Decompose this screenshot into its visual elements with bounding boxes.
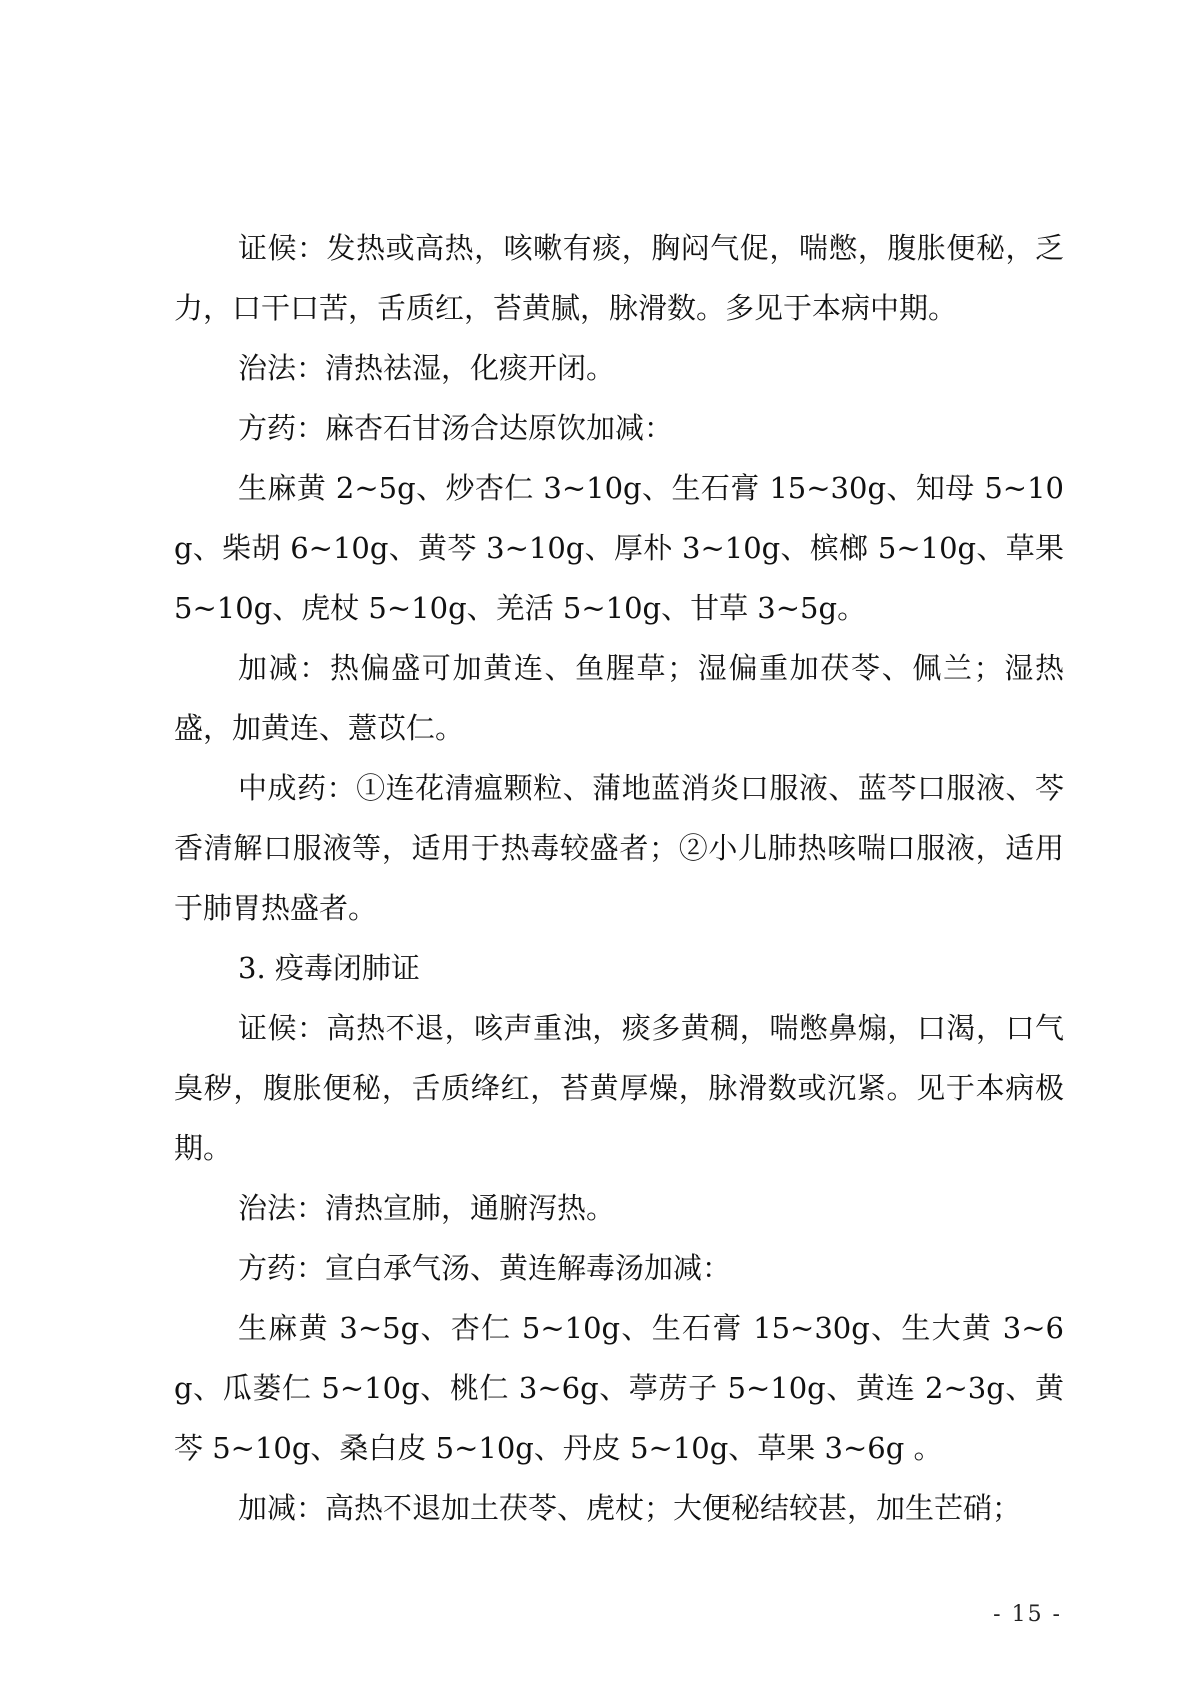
paragraph-symptoms-1: 证候：发热或高热，咳嗽有痰，胸闷气促，喘憋，腹胀便秘，乏力，口干口苦，舌质红，苔黄腻，脉滑数。多见于本病中期。 (174, 231, 1064, 325)
paragraph-herbs-3: 生麻黄 3~5g、杏仁 5~10g、生石膏 15~30g、生大黄 3~6g、瓜蒌仁 5~10g、桃仁 3~6g、葶苈子 5~10g、黄连 2~3g、黄芩 5~10g、桑白皮 5~10g、丹皮 5~10g、草果 3~6g 。 (174, 1311, 1064, 1465)
paragraph-treatment-1: 治法：清热祛湿，化痰开闭。 (238, 351, 616, 385)
paragraph-modifications-3: 加减：高热不退加土茯苓、虎杖；大便秘结较甚，加生芒硝； (238, 1491, 1022, 1525)
paragraph-herbs-1: 生麻黄 2~5g、炒杏仁 3~10g、生石膏 15~30g、知母 5~10g、柴胡 6~10g、黄芩 3~10g、厚朴 3~10g、槟榔 5~10g、草果 5~10g、虎杖 5~10g、羌活 5~10g、甘草 3~5g。 (174, 471, 1064, 625)
paragraph-symptoms-3: 证候：高热不退，咳声重浊，痰多黄稠，喘憋鼻煽，口渴，口气臭秽，腹胀便秘，舌质绛红，苔黄厚燥，脉滑数或沉紧。见于本病极期。 (174, 1011, 1064, 1165)
section-heading-3: 3. 疫毒闭肺证 (238, 951, 420, 985)
paragraph-patent-medicine: 中成药：①连花清瘟颗粒、蒲地蓝消炎口服液、蓝芩口服液、芩香清解口服液等，适用于热毒较盛者；②小儿肺热咳喘口服液，适用于肺胃热盛者。 (174, 771, 1064, 925)
paragraph-prescription-3: 方药：宣白承气汤、黄连解毒汤加减： (238, 1251, 732, 1285)
document-body (174, 218, 1064, 1538)
paragraph-modifications-1: 加减：热偏盛可加黄连、鱼腥草；湿偏重加茯苓、佩兰；湿热 盛，加黄连、薏苡仁。 (174, 651, 1064, 745)
paragraph-treatment-3: 治法：清热宣肺，通腑泻热。 (238, 1191, 616, 1225)
paragraph-prescription-1: 方药：麻杏石甘汤合达原饮加减： (238, 411, 674, 445)
page-number: - 15 - (993, 1602, 1062, 1627)
